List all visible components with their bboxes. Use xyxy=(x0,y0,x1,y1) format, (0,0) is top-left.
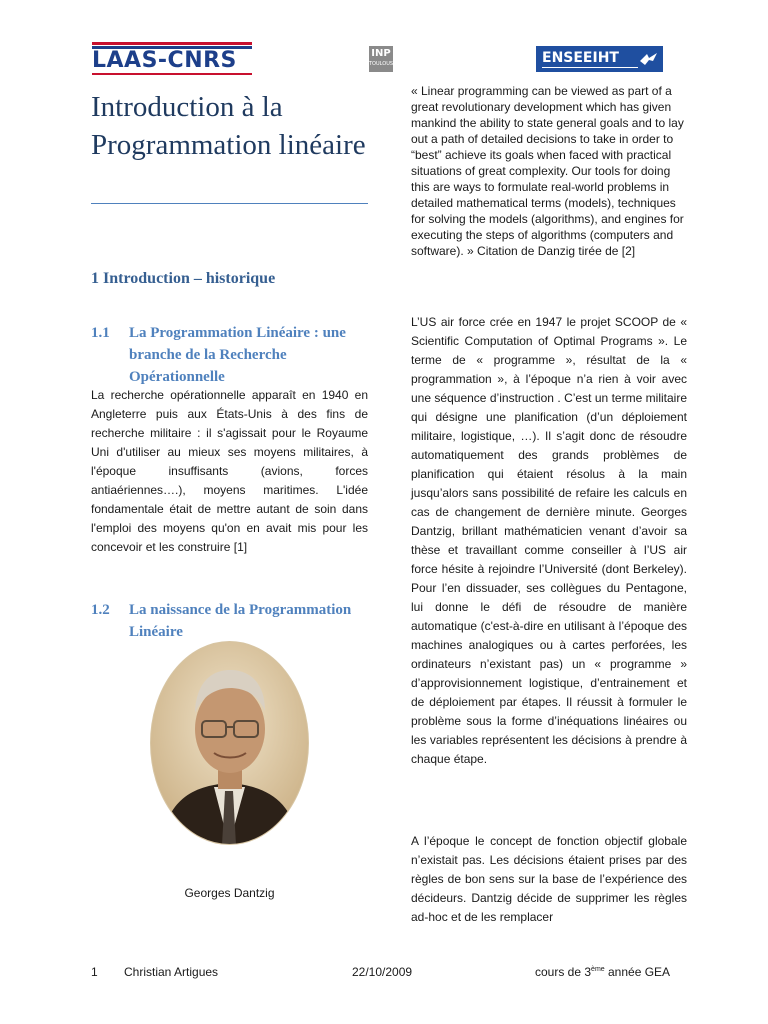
footer-page-number: 1 xyxy=(91,965,98,979)
footer-course-suffix: année GEA xyxy=(604,965,671,979)
footer-course-superscript: ème xyxy=(591,966,605,973)
enseeiht-mark-icon xyxy=(639,52,659,66)
enseeiht-logo-underline xyxy=(542,67,638,68)
inp-logo-subtext: TOULOUSE xyxy=(369,61,397,67)
paragraph-fonction-objectif: A l’époque le concept de fonction objectif globale n’existait pas. Les décisions étaient prises par des règles de bon sens sur la base de l’expérience des décideurs. Dantzig décide de supprimer les règles ad-hoc et de les remplacer xyxy=(411,834,687,924)
logo-red-stripe xyxy=(92,42,252,45)
inp-logo-text: INP xyxy=(371,48,391,59)
footer-date: 22/10/2009 xyxy=(352,965,413,979)
portrait-caption: Georges Dantzig xyxy=(184,886,275,900)
title-divider xyxy=(91,203,368,204)
paragraph-recherche-operationnelle: La recherche opérationnelle apparaît en 1940 en Angleterre puis aux États-Unis à des fins de recherche militaire : il s'agissait pour le Royaume Uni d'utiliser au mieux ses moyens militaires, à l'époque insuffisants (avions, forces antiaériennes….), moyens maritimes. L'idée fondamentale était de mettre autant de soin dans l'emploi des moyens qu'on en avait mis pour les concevoir et les construire [1] xyxy=(91,388,368,554)
logo-red-underline xyxy=(92,73,252,75)
subsection-title: La naissance de la Programmation Linéaire xyxy=(129,602,352,640)
subsection-number: 1.1 xyxy=(91,325,110,341)
document-title: Introduction à la Programmation linéaire xyxy=(91,91,366,161)
danzig-quote: « Linear programming can be viewed as part of a great revolutionary development which has given mankind the ability to state general goals and to lay out a path of detailed decisions to take in order to “best” achieve its goals when faced with practical situations of great complexity. Our tools for doing this are ways to formulate real-world problems in detailed mathematical terms (models), techniques for solving the models (algorithms), and engines for executing the steps of algorithms (computers and software). » Citation de Danzig tirée de [2] xyxy=(411,84,684,258)
footer-author: Christian Artigues xyxy=(124,965,219,979)
enseeiht-logo xyxy=(536,46,663,72)
subsection-title: La Programmation Linéaire : une branche de la Recherche Opérationnelle xyxy=(129,325,346,385)
enseeiht-logo-text: ENSEEIHT xyxy=(542,50,619,66)
dantzig-portrait-image xyxy=(150,641,309,845)
subsection-number: 1.2 xyxy=(91,602,110,618)
section-heading-introduction: 1 Introduction – historique xyxy=(91,270,276,287)
paragraph-scoop-project: L’US air force crée en 1947 le projet SCOOP de « Scientific Computation of Optimal Programs ». Le terme de « programme », résultat de la « programmation », à l’époque n’a rien à voir avec une séquence d’instruction . C’est un terme militaire qui désigne une planification (d’un déploiement militaire, logistique, …). Il s’agit donc de résoudre automatiquement des grands problèmes de planification qui étaient résolus à la main jusqu’alors sans possibilité de refaire les calculs en cas de changement de dernière minute. Georges Dantzig, brillant mathématicien venant d’avoir sa thèse et travaillant comme conseiller à l’US air force hésite à rejoindre l’Université (dont Berkeley). Pour l’en dissuader, ses collègues du Pentagone, lui donne le défi de résoudre de manière automatique (c'est-à-dire en utilisant à l’époque des machines analogiques ou à cartes perforées, les ordinateurs n’existant pas) un « programme » d’approvisionnement logistique, d’entrainement et de déploiement par étapes. Il réussit à formuler le problème sous la forme d’inéquations linéaires ou les variables représentent les décisions à prendre à chaque étape. xyxy=(411,315,687,766)
laas-logo-text: LAAS-CNRS xyxy=(92,48,237,73)
footer-course-prefix: cours de 3 xyxy=(535,965,592,979)
inp-toulouse-logo xyxy=(369,46,397,72)
laas-cnrs-logo xyxy=(92,42,252,76)
footer-course xyxy=(535,965,670,979)
